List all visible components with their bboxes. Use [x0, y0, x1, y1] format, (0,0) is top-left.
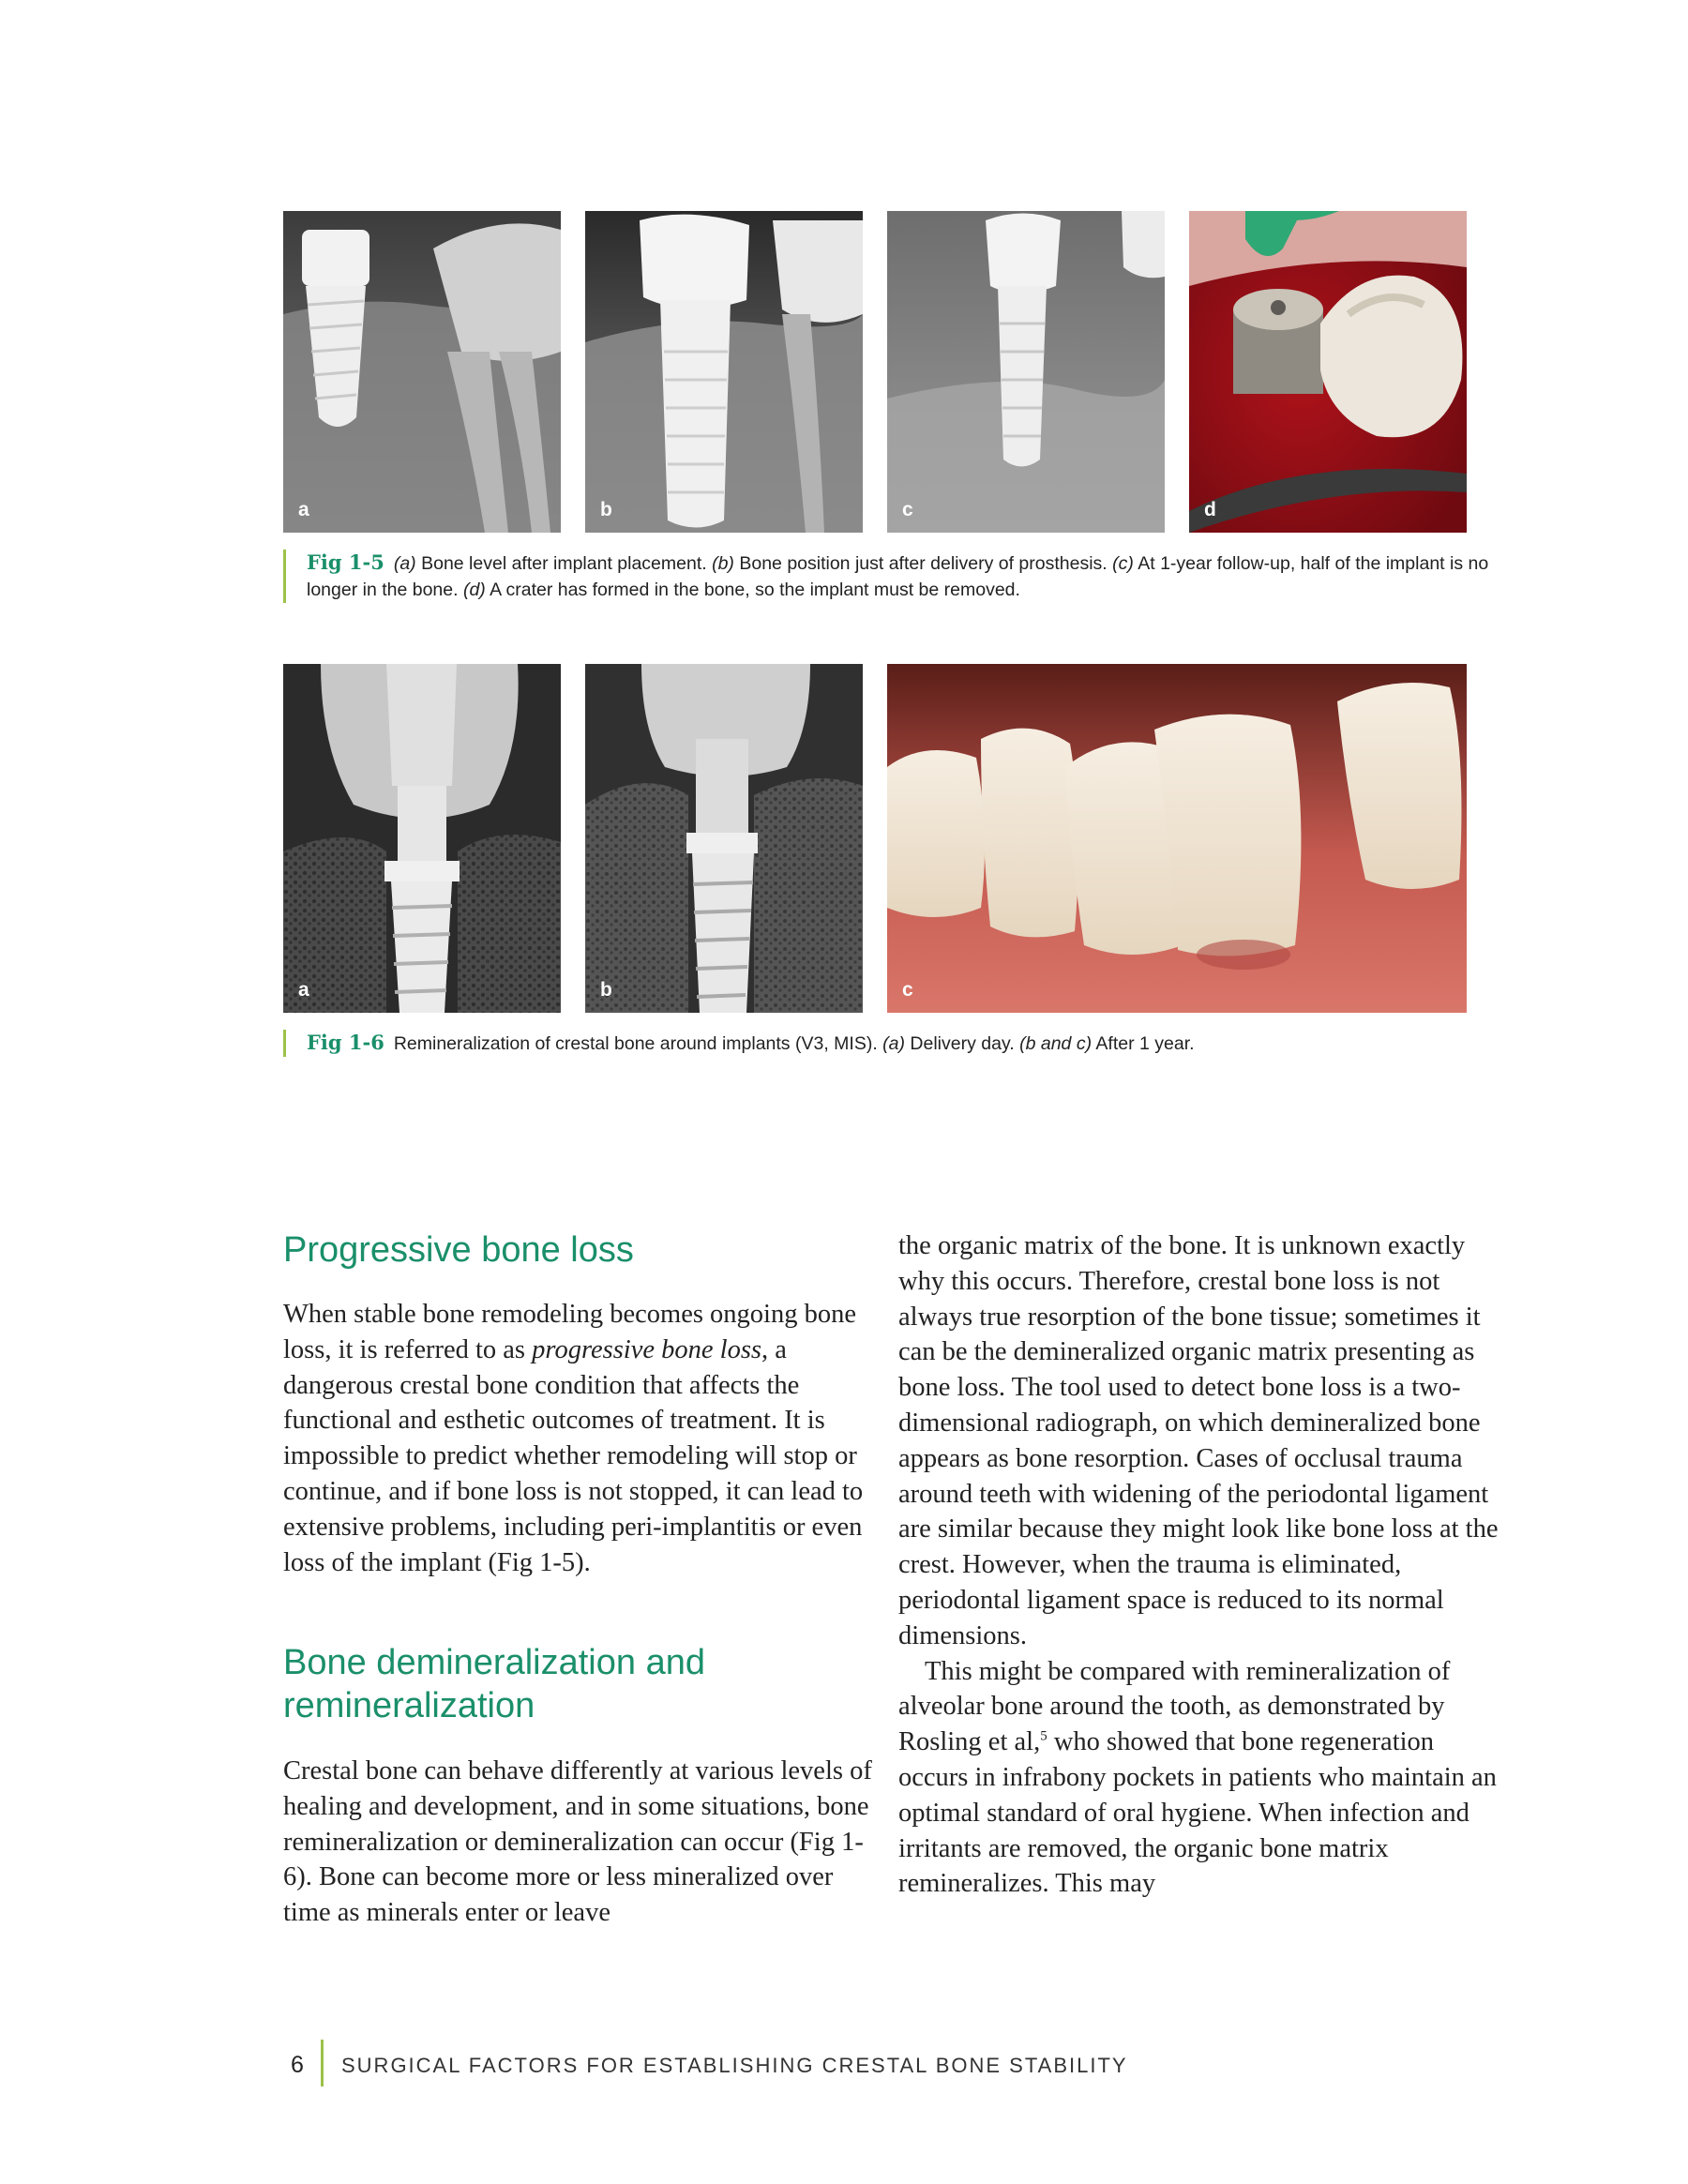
citation-superscript: 5: [1040, 1728, 1047, 1744]
paragraph: the organic matrix of the bone. It is unknown exactly why this occurs. Therefore, crestal bone loss is not always true resorption of the bone tissue; sometimes it can be the demineralized organic matrix presenting as bone loss. The tool used to detect bone loss is a two-dimensional radiograph, on which demineralized bone appears as bone resorption. Cases of occlusal trauma around teeth with widening of the periodontal ligament are similar because they might look like bone loss at the crest. However, when the trauma is eliminated, periodontal ligament space is reduced to its normal dimensions.: [898, 1231, 1499, 1650]
clinical-photo-1-5d: [1189, 211, 1467, 533]
panel-label: c: [902, 979, 913, 1001]
panel-label: a: [298, 499, 309, 520]
running-title: SURGICAL FACTORS FOR ESTABLISHING CRESTAL BONE STABILITY: [341, 2054, 1128, 2077]
radiograph-1-5b: [585, 211, 863, 533]
section-heading-progressive-bone-loss: Progressive bone loss: [283, 1230, 634, 1270]
figure-id: Fig 1-6: [307, 1031, 384, 1054]
radiograph-1-5c: [887, 211, 1165, 533]
panel-label: d: [1204, 499, 1216, 520]
footer-divider: [321, 2040, 324, 2086]
section-heading-bone-demineralization: Bone demineralization and remineralization: [283, 1643, 705, 1725]
radiograph-1-6a: [283, 664, 561, 1013]
radiograph-1-6b: [585, 664, 863, 1013]
clinical-photo-1-6c: [887, 664, 1467, 1013]
paragraph: When stable bone remodeling becomes ongoing bone loss, it is referred to as progressive bone loss, a dangerous crestal bone condition that affects the functional and esthetic outcomes of treatment. It is impossible to predict whether remodeling will stop or continue, and if bone loss is not stopped, it can lead to extensive problems, including peri-implantitis or even loss of the implant (Fig 1-5).: [283, 1300, 864, 1577]
panel-label: b: [600, 499, 612, 520]
panel-label: a: [298, 979, 309, 1001]
right-column-text: [898, 1228, 1499, 1902]
panel-label: c: [902, 499, 913, 520]
left-column-text-2: [283, 1754, 883, 1931]
figure-1-6-caption: Fig 1-6 Remineralization of crestal bone around implants (V3, MIS). (a) Delivery day. (b and c) After 1 year.: [283, 1030, 1507, 1057]
panel-label: b: [600, 979, 612, 1001]
paragraph: This might be compared with remineralization of alveolar bone around the tooth, as demonstrated by Rosling et al,$^5$ who showed that bone regeneration occurs in infrabony pockets in patients who maintain an optimal standard of oral hygiene. When infection and irritants are removed, the organic bone matrix remineralizes. This may: [898, 1656, 1497, 1899]
left-column-text-1: [283, 1297, 883, 1580]
paragraph: Crestal bone can behave differently at various levels of healing and development, and in some situations, bone remineralization or demineralization can occur (Fig 1-6). Bone can become more or less mineralized over time as minerals enter or leave: [283, 1756, 872, 1928]
figure-id: Fig 1-5: [307, 550, 384, 574]
page-number: 6: [291, 2052, 304, 2078]
figure-1-5-caption: Fig 1-5 (a) Bone level after implant placement. (b) Bone position just after delivery of prosthesis. (c) At 1-year follow-up, half of the implant is no longer in the bone. (d) A crater has formed in the bone, so the implant must be removed.: [283, 550, 1507, 603]
radiograph-1-5a: [283, 211, 561, 533]
